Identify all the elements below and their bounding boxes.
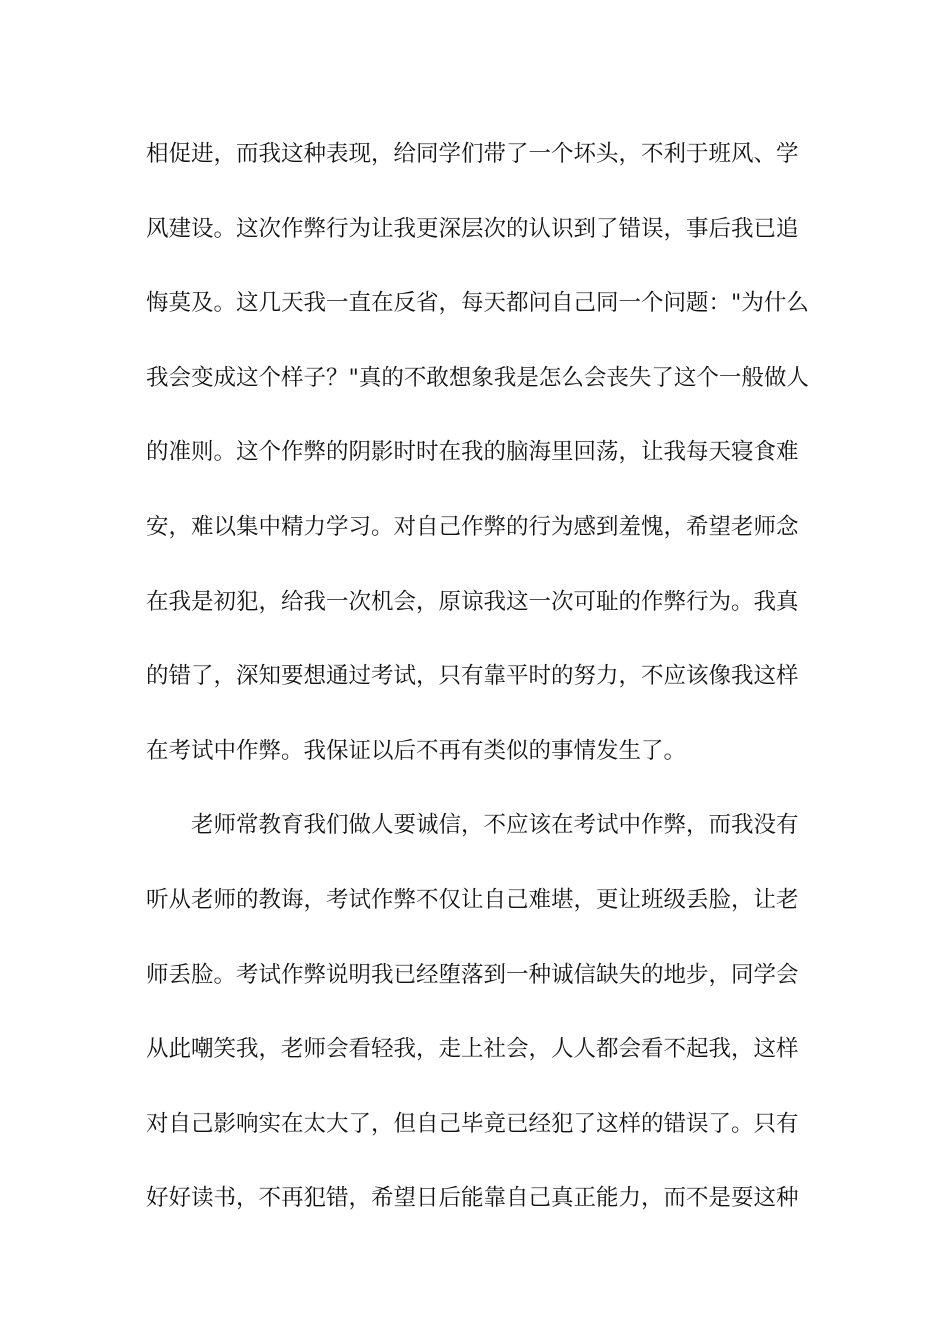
text-line: 老师常教育我们做人要诚信，不应该在考试中作弊，而我没有 xyxy=(191,812,799,839)
text-line: 好好读书，不再犯错，希望日后能靠自己真正能力，而不是耍这种 xyxy=(146,1185,799,1212)
text-line: 的错了，深知要想通过考试，只有靠平时的努力，不应该像我这样 xyxy=(146,663,799,690)
text-line: 安，难以集中精力学习。对自己作弊的行为感到羞愧，希望老师念 xyxy=(146,513,799,540)
text-line: 从此嘲笑我，老师会看轻我，走上社会，人人都会看不起我，这样 xyxy=(146,1036,799,1063)
text-line: 在考试中作弊。我保证以后不再有类似的事情发生了。 xyxy=(146,737,687,764)
text-line: 我会变成这个样子？"真的不敢想象我是怎么会丧失了这个一般做人 xyxy=(146,364,809,391)
text-line: 在我是初犯，给我一次机会，原谅我这一次可耻的作弊行为。我真 xyxy=(146,588,799,615)
text-line: 的准则。这个作弊的阴影时时在我的脑海里回荡，让我每天寝食难 xyxy=(146,439,799,466)
text-line: 听从老师的教诲，考试作弊不仅让自己难堪，更让班级丢脸，让老 xyxy=(146,886,799,913)
text-line: 师丢脸。考试作弊说明我已经堕落到一种诚信缺失的地步，同学会 xyxy=(146,961,799,988)
text-line: 风建设。这次作弊行为让我更深层次的认识到了错误，事后我已追 xyxy=(146,215,799,242)
text-line: 悔莫及。这几天我一直在反省，每天都问自己同一个问题："为什么 xyxy=(146,290,809,317)
text-line: 相促进，而我这种表现，给同学们带了一个坏头，不利于班风、学 xyxy=(146,141,799,167)
text-line: 对自己影响实在太大了，但自己毕竟已经犯了这样的错误了。只有 xyxy=(146,1110,799,1137)
body-text xyxy=(146,128,816,1247)
